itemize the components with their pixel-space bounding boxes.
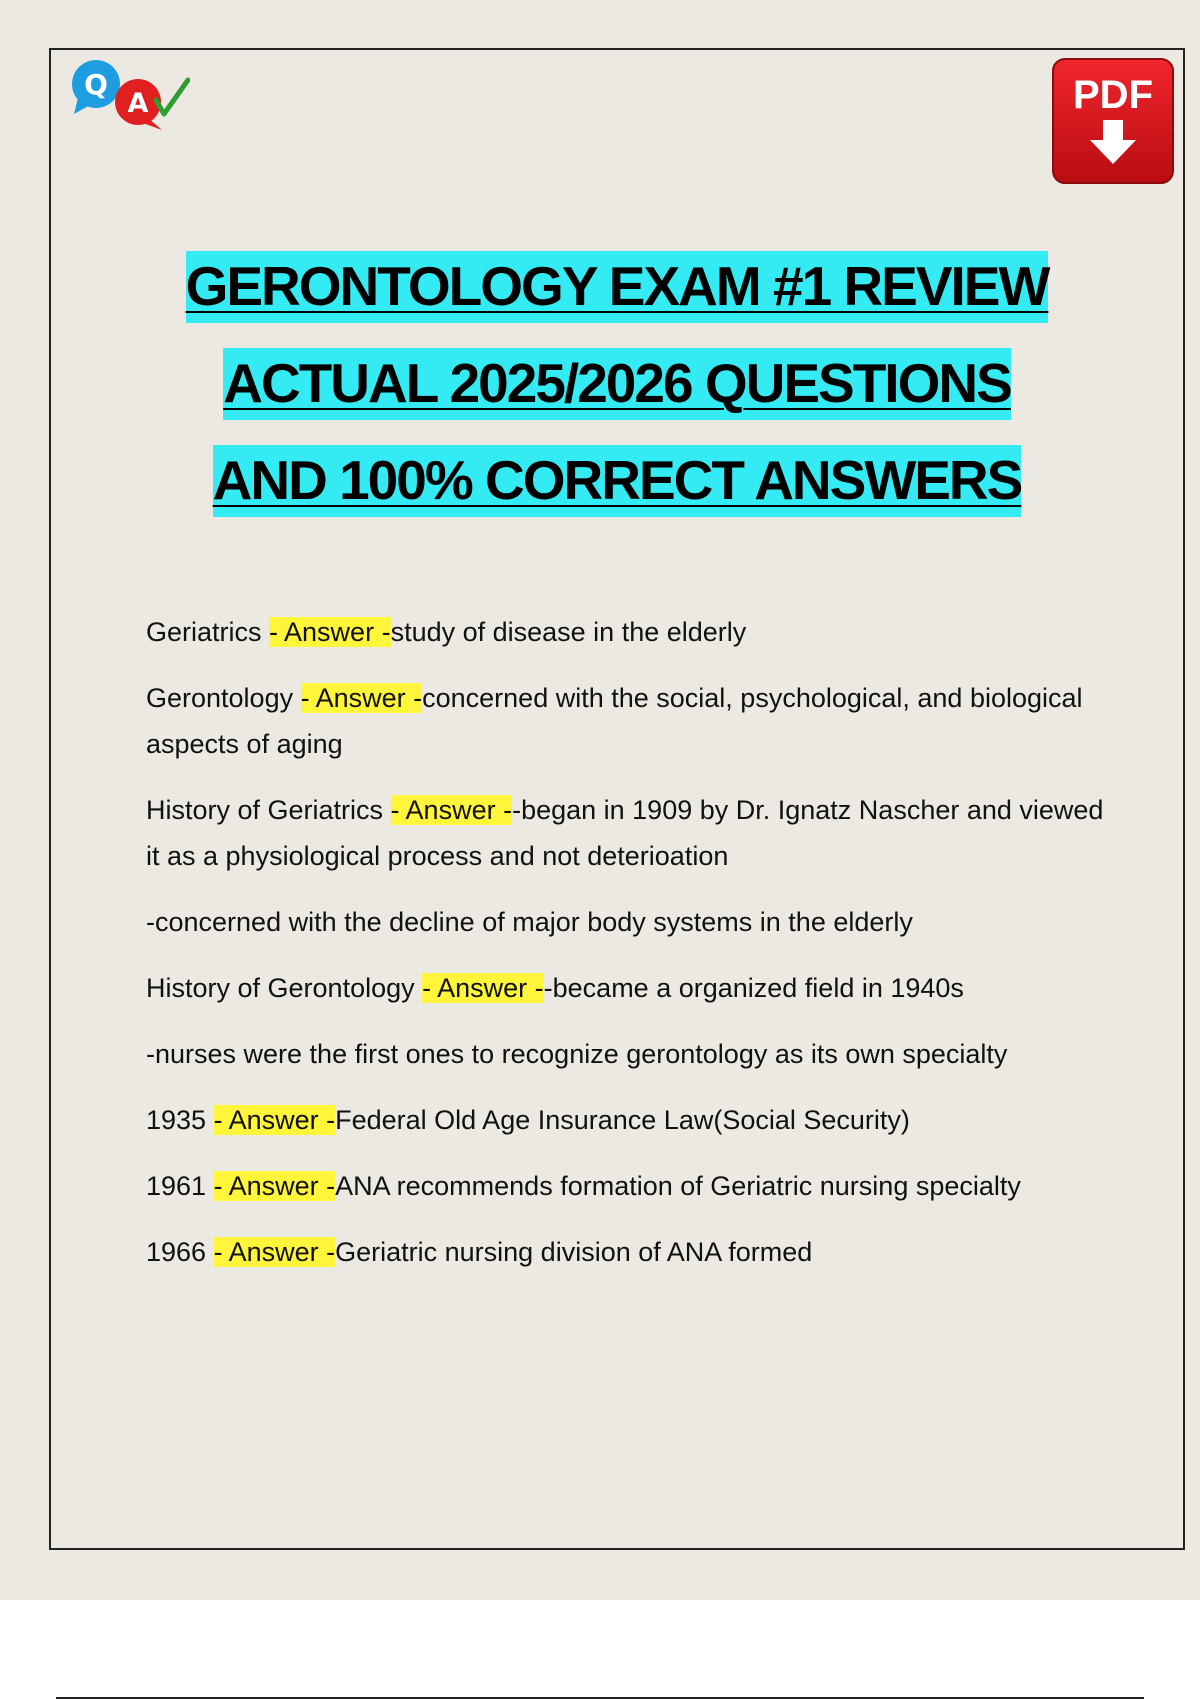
qa-answer: ANA recommends formation of Geriatric nursing specialty bbox=[335, 1171, 1021, 1201]
qa-item bbox=[146, 965, 1106, 1011]
bottom-divider bbox=[56, 1697, 1144, 1699]
qa-term: Gerontology bbox=[146, 683, 301, 713]
qa-continuation bbox=[146, 1031, 1106, 1077]
pdf-download-icon[interactable] bbox=[1050, 56, 1176, 186]
qa-item bbox=[146, 1163, 1106, 1209]
qa-answer: -nurses were the first ones to recognize gerontology as its own specialty bbox=[146, 1039, 1008, 1069]
logo-a-letter: A bbox=[127, 88, 149, 119]
qa-item bbox=[146, 675, 1106, 767]
qa-list bbox=[146, 609, 1106, 1295]
qa-term: History of Geriatrics bbox=[146, 795, 391, 825]
qa-answer: concerned with the social, psychological, and biological aspects of aging bbox=[146, 683, 1083, 759]
title-text-2: ACTUAL 2025/2026 QUESTIONS bbox=[223, 348, 1011, 420]
title-text-3: AND 100% CORRECT ANSWERS bbox=[213, 445, 1022, 517]
qa-answer: study of disease in the elderly bbox=[390, 617, 747, 647]
qa-term: 1966 bbox=[146, 1237, 214, 1267]
qa-answer: Federal Old Age Insurance Law(Social Security) bbox=[335, 1105, 910, 1135]
answer-marker: - Answer - bbox=[390, 795, 513, 825]
title-text-1: GERONTOLOGY EXAM #1 REVIEW bbox=[186, 251, 1049, 323]
answer-marker: - Answer - bbox=[213, 1171, 336, 1201]
qa-continuation bbox=[146, 899, 1106, 945]
pdf-label: PDF bbox=[1073, 73, 1153, 117]
answer-marker: - Answer - bbox=[300, 683, 423, 713]
qa-answer: -began in 1909 by Dr. Ignatz Nascher and viewed it as a physiological process and not deterioation bbox=[146, 795, 1104, 871]
title-line-3 bbox=[49, 432, 1185, 529]
qa-answer: Geriatric nursing division of ANA formed bbox=[335, 1237, 813, 1267]
qa-answer: -concerned with the decline of major body systems in the elderly bbox=[146, 907, 913, 937]
title-line-2 bbox=[49, 335, 1185, 432]
qa-term: History of Gerontology bbox=[146, 973, 423, 1003]
qa-item bbox=[146, 1097, 1106, 1143]
answer-marker: - Answer - bbox=[213, 1237, 336, 1267]
qa-term: 1935 bbox=[146, 1105, 214, 1135]
qa-item bbox=[146, 1229, 1106, 1275]
answer-marker: - Answer - bbox=[269, 617, 391, 647]
qa-check-logo-icon bbox=[70, 56, 190, 132]
qa-answer: -became a organized field in 1940s bbox=[543, 973, 964, 1003]
qa-item bbox=[146, 787, 1106, 879]
qa-term: 1961 bbox=[146, 1171, 214, 1201]
answer-marker: - Answer - bbox=[422, 973, 544, 1003]
answer-marker: - Answer - bbox=[213, 1105, 336, 1135]
logo-q-letter: Q bbox=[84, 68, 108, 101]
qa-item bbox=[146, 609, 1106, 655]
qa-term: Geriatrics bbox=[146, 617, 270, 647]
document-title bbox=[49, 238, 1185, 529]
title-line-1 bbox=[49, 238, 1185, 335]
